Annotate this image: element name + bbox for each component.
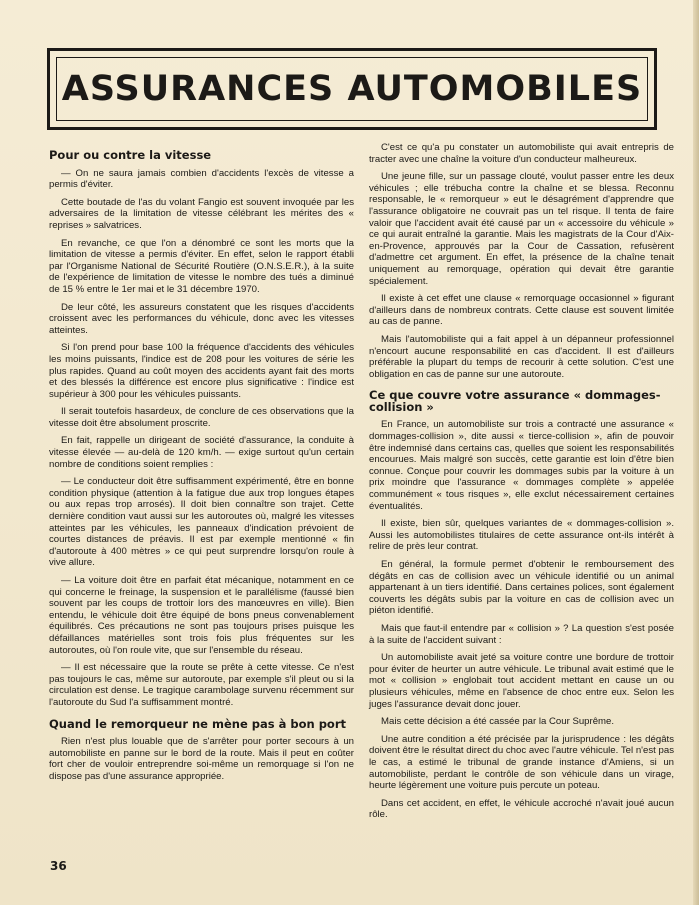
paragraph: Il existe à cet effet une clause « remorquage occasionnel » figurant d'ailleurs dans de nombreux contrats. Cette clause est souvent limitée au cas de panne. (369, 293, 674, 328)
title-inner-border (56, 57, 648, 121)
page-number: 36 (50, 859, 67, 873)
paragraph: — La voiture doit être en parfait état mécanique, notamment en ce qui concerne le freinage, la suspension et le parallélisme (faussé bien souvent par les coups de trottoir lors des manœuvres en ville). Bien entendu, le véhicule doit être équipé de bons pneus convenablement équilibrés. Ces précautions ne sont pas toujours prises puisque les défaillances matérielles sont trois fois plus fréquentes sur les autoroutes, où l'on roule vite, que sur l'ensemble du réseau. (49, 575, 354, 656)
section-heading: Pour ou contre la vitesse (49, 148, 212, 162)
paragraph: — Il est nécessaire que la route se prête à cette vitesse. Ce n'est pas toujours le cas, même sur autoroute, par exemple s'il pleut ou si la circulation est dense. Le tragique carambolage survenu récemment sur l'autoroute du Sud l'a suffisamment montré. (49, 662, 354, 708)
paragraph: Si l'on prend pour base 100 la fréquence d'accidents des véhicules les moins puissants, l'indice est de 208 pour les voitures de série les plus rapides. Quand au coût moyen des accidents ayant fait des morts et des blessés la différence est encore plus significative : l'indice est supérieur à 300 pour les véhicules puissants. (49, 342, 354, 400)
paragraph: Dans cet accident, en effet, le véhicule accroché n'avait joué aucun rôle. (369, 797, 674, 821)
page-title: ASSURANCES AUTOMOBILES (61, 69, 643, 109)
left-column (49, 150, 354, 789)
paragraph: De leur côté, les assureurs constatent que les risques d'accidents croissent avec les performances du véhicule, donc avec les vitesses atteintes. (49, 301, 354, 336)
paragraph: En France, un automobiliste sur trois a contracté une assurance « dommages-collision », dite aussi « tierce-collision », afin de pouvoir être indemnisé dans certains cas, quelles que soient les responsabilités encourues. Mais malgré son succès, cette garantie est loin d'être bien connue. Conçue pour couvrir les dommages subis par la voiture à un prix moindre que l'assurance « dommages complète » appelée communément « tous risques », elle exclut nécessairement certaines éventualités. (369, 419, 674, 512)
paragraph: Une autre condition a été précisée par la jurisprudence : les dégâts doivent être le résultat direct du choc avec l'autre véhicule. Tel n'est pas le cas, a estimé le tribunal de grande instance d'Amiens, si un automobiliste, perdant le contrôle de son véhicule dans un virage, heurte légèrement une voiture puis percute un poteau. (369, 733, 674, 792)
paragraph: Mais que faut-il entendre par « collision » ? La question s'est posée à la suite de l'accident suivant : (369, 622, 674, 646)
paragraph: Il serait toutefois hasardeux, de conclure de ces observations que la vitesse doit être absolument proscrite. (49, 406, 354, 429)
paragraph: Un automobiliste avait jeté sa voiture contre une bordure de trottoir pour éviter de heurter un autre véhicule. Le tribunal avait estimé que le mot « collision » englobait tout accident mettant en cause un ou plusieurs véhicules, même en l'absence de choc entre eux. Selon les juges l'assurance devait donc jouer. (369, 652, 674, 710)
paragraph: — Le conducteur doit être suffisamment expérimenté, être en bonne condition physique (attention à la fatigue due aux trop longues étapes ou aux repas trop arrosés). Il doit bien connaître son trajet. Cette dernière condition vaut aussi sur les autoroutes où, malgré les vitesses atteintes par les véhicules, les panneaux d'indication prévoient de courtes distances de préavis. Il est par exemple mentionné « fin d'autoroute à 400 mètres » ce qui peut surprendre lorsqu'on roule à vive allure. (49, 476, 354, 569)
paragraph: — On ne saura jamais combien d'accidents l'excès de vitesse a permis d'éviter. (49, 167, 354, 191)
paragraph: En revanche, ce que l'on a dénombré ce sont les morts que la limitation de vitesse a permis d'éviter. En effet, selon le rapport établi par l'Organisme National de Sécurité Routière (O.N.S.E.R.), à la suite de l'expérience de limitation de vitesse le nombre des tués a diminué de 15 % entre le 1er mai et le 31 décembre 1970. (49, 237, 354, 295)
right-column (369, 142, 674, 827)
paragraph: C'est ce qu'a pu constater un automobiliste qui avait entrepris de tracter avec une chaîne la voiture d'un conducteur malheureux. (369, 142, 674, 165)
section-heading: Quand le remorqueur ne mène pas à bon port (49, 716, 346, 731)
paragraph: Il existe, bien sûr, quelques variantes de « dommages-collision ». Aussi les automobilistes titulaires de cette assurance ont-ils intérêt à relire de près leur contrat. (369, 518, 674, 553)
paragraph: Rien n'est plus louable que de s'arrêter pour porter secours à un automobiliste en panne sur le bord de la route. Mais il peut en coûter fort cher de vouloir entreprendre soi-même un remorquage si l'on ne dispose pas d'une assurance appropriée. (49, 736, 354, 782)
paragraph: En général, la formule permet d'obtenir le remboursement des dégâts en cas de collision avec un véhicule identifié ou un animal appartenant à un tiers identifié. Dans certaines polices, sont également couverts les dégâts subis par la voiture en cas de collision avec un piéton identifié. (369, 559, 674, 617)
title-frame (47, 48, 657, 130)
section-heading: Ce que couvre votre assurance « dommages-collision » (369, 388, 661, 414)
paragraph: Cette boutade de l'as du volant Fangio est souvent invoquée par les adversaires de la limitation de vitesse célébrant les mérites des « reprises » salvatrices. (49, 196, 354, 231)
paragraph: En fait, rappelle un dirigeant de société d'assurance, la conduite à vitesse élevée — au-delà de 120 km/h. — exige surtout qu'un certain nombre de conditions soient remplies : (49, 435, 354, 470)
paragraph: Mais l'automobiliste qui a fait appel à un dépanneur professionnel n'encourt aucune responsabilité en cas d'accident. Il est d'ailleurs préférable la plupart du temps de recourir à cette solution. C'est une obligation en cas de panne sur une autoroute. (369, 333, 674, 380)
page-edge (693, 0, 699, 905)
paragraph: Une jeune fille, sur un passage clouté, voulut passer entre les deux véhicules ; elle trébucha contre la chaîne et se blessa. Reconnu responsable, le « remorqueur » eut le désagrément d'apprendre que l'assurance obligatoire ne couvrait pas un tel risque. Il tenta de faire valoir que l'accident avait été causé par un « accessoire du véhicule » ce qui aurait entraîné la garantie. Mais les magistrats de la Cour d'Aix-en-Provence, approuvés par la Cour de Cassation, refusèrent d'admettre cet argument. En effet, la présence de la chaîne tenait uniquement au remorquage, opération qui devait être garantie spécialement. (369, 171, 674, 287)
paragraph: Mais cette décision a été cassée par la Cour Suprême. (381, 716, 615, 728)
